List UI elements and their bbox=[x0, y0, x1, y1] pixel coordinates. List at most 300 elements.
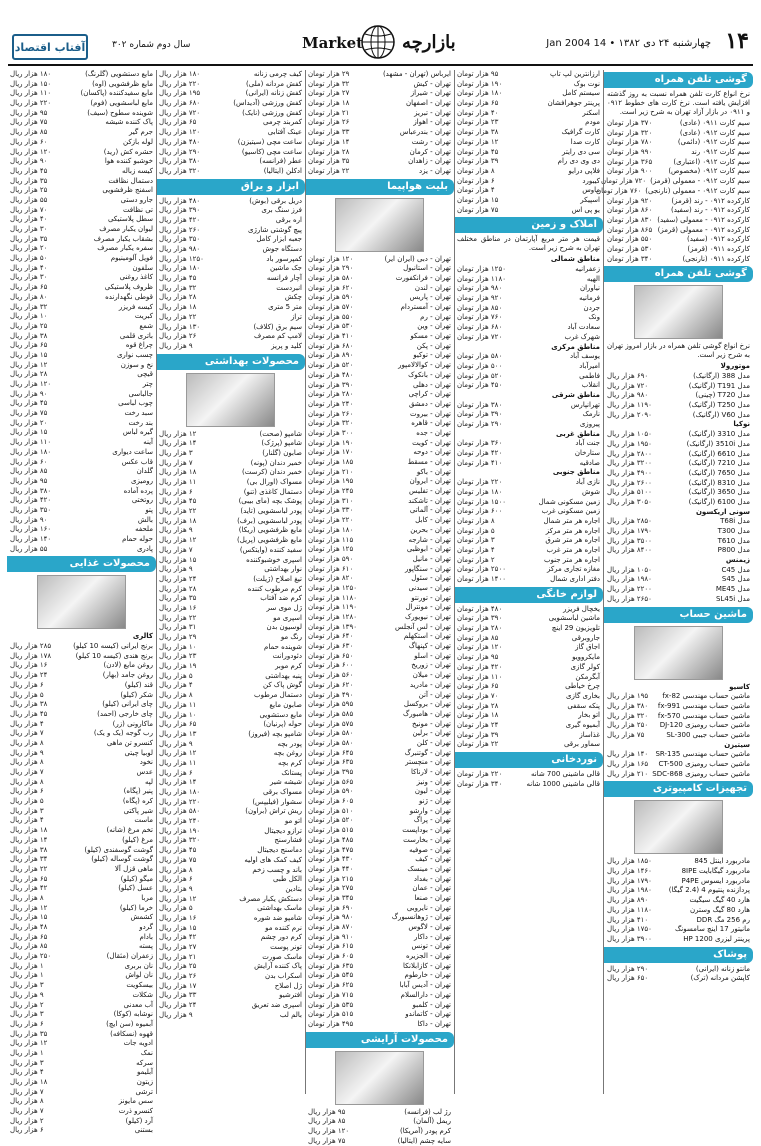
item-name: تهران - نایروبی bbox=[406, 903, 451, 912]
price-row bbox=[305, 1137, 454, 1146]
item-price: ۸ هزار ریال bbox=[10, 893, 44, 902]
price-row bbox=[7, 390, 156, 400]
item-price: ۶۸۰ هزار ریال bbox=[159, 99, 201, 108]
item-name: اسپری مو bbox=[273, 613, 302, 622]
price-row bbox=[305, 371, 454, 381]
item-name: ماشین حساب جیبی SL-300 bbox=[666, 730, 750, 739]
item-name: ساعت مچی (کاسیو) bbox=[241, 147, 302, 156]
price-row bbox=[454, 780, 603, 790]
item-name: ترشی bbox=[135, 1087, 153, 1096]
item-price: ۱۹ هزار ریال bbox=[159, 662, 197, 671]
item-price: ۹۱۰ هزار تومان bbox=[308, 932, 354, 941]
price-row bbox=[156, 342, 305, 352]
item-name: ارزانترین لپ تاپ bbox=[550, 70, 600, 78]
price-row bbox=[156, 633, 305, 643]
item-price: ۹۸۰ هزار ریال bbox=[159, 245, 201, 253]
price-row bbox=[305, 652, 454, 662]
item-price: ۲۹۰ هزار تومان bbox=[457, 420, 503, 428]
item-name: تهران - سیدنی bbox=[408, 583, 451, 592]
item-name: مدل 3650 (ارگانیک) bbox=[688, 488, 750, 497]
item-price: ۱۲ هزار ریال bbox=[159, 429, 197, 438]
item-name: تهران - سئول bbox=[411, 574, 451, 583]
item-name: ماشین حساب رومیزی DJ-120 bbox=[659, 721, 750, 730]
item-name: ماست bbox=[134, 816, 153, 825]
item-price: ۱۴ هزار ریال bbox=[10, 835, 48, 844]
item-price: ۱۹۸۰ هزار ریال bbox=[607, 575, 652, 584]
item-price: ۲۷ هزار ریال bbox=[159, 943, 197, 951]
section-heading: محصولات غذایی bbox=[7, 556, 156, 572]
item-name: الکل طبی bbox=[273, 875, 302, 884]
price-row bbox=[454, 177, 603, 187]
item-name: پاک کننده آرایش bbox=[254, 962, 302, 971]
price-row bbox=[305, 594, 454, 604]
item-price: ۹۰ هزار ریال bbox=[10, 157, 48, 166]
price-row bbox=[7, 399, 156, 409]
item-price: ۶۰۰ هزار تومان bbox=[457, 507, 503, 516]
item-price: ۸۵ هزار ریال bbox=[10, 467, 48, 476]
item-name: پنکه سقفی bbox=[567, 701, 600, 710]
price-row bbox=[305, 351, 454, 361]
item-name: برنج هندی (کیسه 10 کیلو) bbox=[75, 651, 153, 660]
price-row bbox=[305, 322, 454, 332]
item-price: ۶ هزار ریال bbox=[10, 1019, 44, 1028]
item-price: ۱۴۰ هزار ریال bbox=[10, 535, 52, 543]
item-price: ۲۲ هزار ریال bbox=[10, 864, 48, 873]
item-price: ۴۵ هزار ریال bbox=[10, 399, 48, 408]
price-row bbox=[305, 962, 454, 972]
item-name: مدل 388 (ارگانیک) bbox=[693, 372, 750, 380]
item-price: ۲۴ هزار تومان bbox=[457, 720, 499, 729]
price-row bbox=[454, 323, 603, 333]
item-price: ۱۶۵ هزار ریال bbox=[607, 760, 649, 768]
item-price: ۱۱۰ هزار ریال bbox=[10, 438, 52, 447]
price-row bbox=[156, 856, 305, 866]
price-row bbox=[604, 575, 753, 585]
price-row bbox=[156, 313, 305, 323]
item-name: کارکرده ۰۹۱۲ (سفید) bbox=[687, 235, 750, 244]
item-price: ۲۸ هزار تومان bbox=[457, 701, 499, 710]
price-row bbox=[305, 458, 454, 468]
price-row bbox=[305, 1117, 454, 1127]
item-price: ۳۳۰ هزار تومان bbox=[308, 506, 354, 515]
price-row bbox=[604, 556, 753, 566]
item-name: ادکلن (ایتالیا) bbox=[263, 166, 302, 175]
item-name: کرم مرطوب کننده bbox=[247, 584, 302, 593]
price-row bbox=[156, 866, 305, 876]
item-price: ۱۵ هزار ریال bbox=[159, 923, 197, 932]
item-price: ۲۲۰ هزار ریال bbox=[159, 797, 201, 806]
price-row bbox=[156, 672, 305, 682]
item-price: ۶۲۰ هزار تومان bbox=[308, 680, 354, 689]
price-row bbox=[156, 264, 305, 274]
item-name: ملحفه bbox=[135, 525, 153, 534]
price-row bbox=[7, 807, 156, 817]
price-row bbox=[7, 215, 156, 225]
item-price: ۸ هزار ریال bbox=[10, 758, 44, 767]
price-row bbox=[454, 80, 603, 90]
item-name: تهران - تونس bbox=[411, 942, 451, 951]
price-row bbox=[604, 527, 753, 537]
item-name: پودر لباسشویی (برف) bbox=[237, 516, 302, 525]
item-price: ۱۸ هزار تومان bbox=[457, 711, 499, 720]
item-price: ۱۱۹۰ هزار تومان bbox=[308, 603, 357, 612]
item-name: تهران - کاتماندو bbox=[405, 1010, 451, 1019]
price-row bbox=[604, 702, 753, 712]
item-price: ۷ هزار ریال bbox=[10, 768, 44, 776]
price-row bbox=[604, 148, 753, 158]
price-row bbox=[604, 138, 753, 148]
price-row bbox=[7, 409, 156, 419]
item-name: مدل C45 bbox=[721, 565, 750, 574]
price-row bbox=[7, 80, 156, 90]
price-row bbox=[7, 923, 156, 933]
price-row bbox=[305, 971, 454, 981]
item-price: ۱۵ هزار ریال bbox=[10, 428, 48, 437]
item-price: ۲۰ هزار ریال bbox=[10, 244, 48, 253]
item-name: مانیتور 17 اینچ سامسونگ bbox=[675, 925, 750, 934]
item-price: ۴۸۵ هزار تومان bbox=[308, 835, 354, 844]
item-price: ۲۲ هزار ریال bbox=[159, 312, 197, 321]
item-name: صابون مایع bbox=[269, 700, 302, 709]
item-name: کاغذ روغنی bbox=[119, 273, 153, 282]
item-price: ۴۷۵ هزار تومان bbox=[308, 845, 354, 854]
item-name: آب معدنی bbox=[123, 1000, 153, 1009]
item-name: رنگ مو bbox=[280, 633, 302, 641]
item-name: آبلیمو bbox=[137, 1068, 153, 1077]
price-row bbox=[604, 498, 753, 508]
price-row bbox=[7, 661, 156, 671]
price-row bbox=[604, 488, 753, 498]
item-name: الهیه bbox=[586, 274, 600, 283]
item-name: ماهی قزل آلا bbox=[114, 864, 153, 873]
price-row bbox=[305, 1020, 454, 1030]
item-name: تونر پوست bbox=[270, 943, 302, 951]
price-row bbox=[604, 692, 753, 702]
item-price: ۶۲۵ هزار تومان bbox=[308, 981, 354, 990]
item-name: مدل T250 (ارگانیک) bbox=[688, 401, 750, 410]
price-row bbox=[305, 448, 454, 458]
price-row bbox=[454, 605, 603, 615]
item-name: سیم کارت ۰۹۱۲ (عادی) bbox=[679, 128, 750, 137]
item-price: ۹ هزار ریال bbox=[159, 341, 193, 350]
price-row bbox=[604, 372, 753, 382]
price-row bbox=[454, 89, 603, 99]
item-price: ۲۲۰ هزار تومان bbox=[457, 478, 503, 487]
item-name: ساعت مچی (سیتیزن) bbox=[237, 137, 302, 146]
price-row bbox=[156, 953, 305, 963]
item-price: ۹۰ هزار ریال bbox=[10, 389, 48, 398]
item-name: تهران - الجزیره bbox=[405, 952, 451, 961]
price-row bbox=[156, 556, 305, 566]
item-price: ۵۳۰ هزار تومان bbox=[308, 322, 354, 331]
item-price: ۲۹۰ هزار ریال bbox=[607, 964, 649, 973]
price-row bbox=[7, 99, 156, 109]
item-name: جاروبرقی bbox=[571, 633, 600, 642]
item-name: تهران - رم bbox=[420, 312, 451, 321]
item-name: شوینده حمام bbox=[264, 642, 302, 651]
item-name: نوار بهداشتی bbox=[264, 565, 302, 574]
item-name: تهران - داکا bbox=[417, 1019, 451, 1028]
price-row bbox=[7, 516, 156, 526]
item-price: ۷۲۰ هزار تومان bbox=[600, 177, 647, 186]
item-price: ۶۱۵ هزار تومان bbox=[308, 942, 354, 951]
price-row bbox=[7, 846, 156, 856]
item-price: ۱۹۵ هزار ریال bbox=[607, 692, 649, 701]
item-name: هارد 80 گیگ وسترن bbox=[690, 905, 750, 914]
item-price: ۱۴ هزار ریال bbox=[159, 439, 197, 448]
item-name: تهران - ونیز bbox=[416, 777, 451, 786]
item-price: ۵۸۰ هزار تومان bbox=[308, 738, 354, 747]
item-name: مادربورد ایسوس P4PE bbox=[681, 876, 750, 885]
product-photo bbox=[634, 285, 723, 339]
item-price: ۱۰۵۰ هزار ریال bbox=[607, 430, 652, 439]
price-row bbox=[454, 391, 603, 401]
item-name: خمیر دندان (کرست) bbox=[241, 468, 302, 477]
price-row bbox=[305, 487, 454, 497]
item-name: ونک bbox=[588, 313, 600, 322]
item-price: ۲۲ هزار تومان bbox=[308, 166, 350, 175]
item-price: ۳۸۰ هزار ریال bbox=[607, 701, 649, 710]
item-price: ۱۵ هزار ریال bbox=[159, 555, 197, 564]
price-row bbox=[156, 332, 305, 342]
item-price: ۵ هزار ریال bbox=[10, 690, 44, 699]
item-name: آینه bbox=[143, 438, 153, 447]
item-price: ۱۴ هزار ریال bbox=[159, 778, 197, 787]
product-photo bbox=[186, 373, 275, 427]
price-row bbox=[305, 603, 454, 613]
price-row bbox=[156, 293, 305, 303]
item-price: ۷۰ هزار تومان bbox=[457, 691, 499, 700]
price-row bbox=[7, 225, 156, 235]
item-name: تهران - گوتنبرگ bbox=[404, 748, 451, 757]
price-row bbox=[305, 429, 454, 439]
price-row bbox=[454, 731, 603, 741]
item-price: ۳۲ هزار تومان bbox=[308, 79, 350, 88]
price-row bbox=[454, 255, 603, 265]
price-row bbox=[305, 846, 454, 856]
price-row bbox=[604, 770, 753, 780]
price-row bbox=[7, 720, 156, 730]
item-name: تهران - کلمبو bbox=[412, 1000, 451, 1009]
price-row bbox=[604, 235, 753, 245]
item-price: ۳۱۰ هزار تومان bbox=[308, 496, 354, 505]
section-heading: محصولات بهداشتی bbox=[156, 354, 305, 370]
item-name: گوش پاک کن bbox=[263, 681, 302, 690]
item-name: کیسه زباله bbox=[121, 166, 153, 175]
item-price: ۴۵ هزار ریال bbox=[10, 709, 48, 718]
item-name: تهران - ژوهانسبورگ bbox=[391, 913, 451, 922]
product-photo bbox=[335, 198, 424, 252]
item-price: ۲۰۹۰ هزار ریال bbox=[607, 410, 652, 419]
item-name: تهران - کراچی bbox=[408, 390, 451, 399]
item-price: ۱۸۰ هزار تومان bbox=[457, 89, 503, 98]
item-price: ۱۹۸۰ هزار ریال bbox=[607, 886, 652, 895]
price-row bbox=[305, 381, 454, 391]
item-price: ۷۵ هزار ریال bbox=[308, 1136, 346, 1145]
item-price: ۷۵ هزار تومان bbox=[457, 205, 499, 214]
item-name: جردن bbox=[583, 303, 600, 312]
price-row bbox=[454, 265, 603, 275]
item-name: قالی ماشینی 1000 شانه bbox=[526, 779, 600, 788]
item-price: ۱۹۰ هزار تومان bbox=[457, 79, 503, 88]
item-price: ۳۹ هزار تومان bbox=[457, 730, 499, 739]
item-name: بادام bbox=[139, 932, 153, 941]
item-name: تهران - خارطوم bbox=[404, 971, 451, 980]
item-price: ۶۰ هزار ریال bbox=[10, 457, 48, 466]
item-name: خرما (کیلو) bbox=[119, 903, 153, 912]
item-price: ۲۹ هزار تومان bbox=[308, 70, 350, 78]
product-photo bbox=[335, 1051, 424, 1105]
item-price: ۹۹۰ هزار تومان bbox=[607, 148, 653, 157]
item-name: مدل T191 (ارگانیک) bbox=[688, 381, 750, 390]
price-row bbox=[604, 255, 753, 265]
price-row bbox=[305, 758, 454, 768]
item-name: مدل 6610 (ارگانیک) bbox=[688, 449, 750, 458]
item-name: سیم کارت ۰۹۱۱ (عادی) bbox=[679, 119, 750, 127]
item-name: فلاپی درایو bbox=[568, 166, 600, 175]
item-price: ۴۲ هزار ریال bbox=[159, 933, 197, 942]
item-price: ۳ هزار ریال bbox=[159, 448, 193, 457]
section-heading: بلیت هواپیما bbox=[305, 179, 454, 195]
item-name: قوطی نگهدارنده bbox=[105, 292, 153, 301]
item-price: ۳۸ هزار تومان bbox=[457, 128, 499, 137]
item-name: تهران - دارالسلام bbox=[400, 990, 451, 999]
section-title-english: Market bbox=[302, 34, 364, 52]
item-price: ۳۷۰ هزار تومان bbox=[607, 119, 653, 127]
item-name: تهران - صنعا bbox=[414, 893, 451, 902]
item-price: ۴۵ هزار تومان bbox=[457, 147, 499, 156]
item-price: ۶ هزار تومان bbox=[457, 176, 495, 185]
item-name: چسب نواری bbox=[116, 350, 153, 359]
item-price: ۱۷۰ هزار تومان bbox=[308, 448, 354, 457]
item-name: مانتو زنانه (ایرانی) bbox=[695, 964, 750, 973]
item-name: شامپو (صحت) bbox=[259, 429, 302, 438]
item-name: تهران - استکهلم bbox=[403, 632, 451, 641]
item-price: ۱۷۸ هزار ریال bbox=[10, 651, 52, 660]
item-name: تهران - لس آنجلس bbox=[394, 622, 451, 631]
item-name: آچار فرانسه bbox=[266, 274, 302, 283]
price-row bbox=[305, 855, 454, 865]
price-row bbox=[156, 439, 305, 449]
item-price: ۵ هزار ریال bbox=[159, 904, 193, 913]
item-price: ۲۴ هزار ریال bbox=[159, 574, 197, 583]
price-row bbox=[604, 925, 753, 935]
item-price: ۴۳۰ هزار تومان bbox=[308, 855, 354, 864]
item-name: مرغ (کیلو) bbox=[122, 835, 153, 844]
price-row bbox=[454, 711, 603, 721]
price-row bbox=[305, 836, 454, 846]
item-name: پسته bbox=[138, 942, 153, 951]
price-row bbox=[7, 1001, 156, 1011]
price-row bbox=[604, 382, 753, 392]
item-name: سیستم کامل bbox=[562, 89, 600, 98]
price-row bbox=[7, 264, 156, 274]
item-price: ۳۵ هزار ریال bbox=[10, 1029, 48, 1038]
price-row bbox=[156, 255, 305, 265]
price-row bbox=[454, 118, 603, 128]
item-name: اسکراب بدن bbox=[264, 972, 302, 981]
item-price: ۹۵ هزار ریال bbox=[308, 1107, 346, 1116]
item-price: ۱۲۸۰ هزار تومان bbox=[308, 613, 357, 621]
item-price: ۲۸ هزار ریال bbox=[159, 293, 197, 302]
price-row bbox=[305, 284, 454, 294]
price-row bbox=[604, 857, 753, 867]
price-row bbox=[7, 1097, 156, 1107]
item-price: ۲۵ هزار ریال bbox=[159, 962, 197, 971]
item-price: ۱۸ هزار ریال bbox=[10, 1078, 48, 1086]
price-row bbox=[156, 138, 305, 148]
item-name: چراغ قوه bbox=[125, 341, 153, 350]
price-row bbox=[7, 865, 156, 875]
item-name: لوبیا چیتی bbox=[124, 748, 153, 757]
price-row bbox=[305, 1001, 454, 1011]
item-name: تهران - تبریز bbox=[414, 108, 451, 117]
item-name: سطل پلاستیکی bbox=[107, 215, 153, 224]
price-row bbox=[156, 798, 305, 808]
item-price: ۶ هزار ریال bbox=[10, 1126, 44, 1135]
item-name: گردو bbox=[139, 923, 153, 931]
item-price: ۸ هزار ریال bbox=[10, 738, 44, 747]
item-name: دستگاه جوش bbox=[262, 245, 302, 253]
price-row bbox=[305, 506, 454, 516]
price-row bbox=[604, 469, 753, 479]
price-row bbox=[156, 846, 305, 856]
price-column bbox=[7, 70, 157, 1135]
price-row bbox=[305, 439, 454, 449]
item-name: کارکرده ۰۹۱۱ (قرمز) bbox=[687, 244, 750, 253]
item-name: تی نظافت bbox=[122, 205, 153, 214]
price-row bbox=[305, 80, 454, 90]
price-row bbox=[604, 508, 753, 518]
section-note: نرخ انواع کارت تلفن همراه نسبت به روز گذشته افزایش یافته است. نرخ کارت های خطوط ۰۹۱۲ و ۰۹۱۱ در بازار آزاد تهران به شرح زیر است. bbox=[607, 90, 750, 116]
item-name: نان بربری bbox=[124, 961, 153, 970]
item-price: ۵۱۵ هزار تومان bbox=[308, 1010, 354, 1019]
item-name: چرخ خیاطی bbox=[565, 682, 600, 691]
price-row bbox=[305, 477, 454, 487]
price-row bbox=[156, 788, 305, 798]
item-price: ۵۹۵ هزار تومان bbox=[308, 700, 354, 709]
item-name: مناطق شرقی bbox=[551, 390, 600, 399]
item-price: ۴۰ هزار ریال bbox=[10, 215, 48, 224]
item-name: ماشین حساب رومیزی SDC-868 bbox=[652, 769, 750, 778]
item-name: عدس bbox=[136, 768, 153, 776]
item-name: ماشین لباسشویی bbox=[548, 614, 600, 623]
item-price: ۴۴۰ هزار تومان bbox=[308, 864, 354, 873]
price-row bbox=[7, 904, 156, 914]
item-name: میگو (کیلو) bbox=[120, 874, 153, 883]
item-price: ۶۵ هزار تومان bbox=[457, 682, 499, 691]
price-row bbox=[305, 884, 454, 894]
item-name: نیاوران bbox=[579, 284, 600, 293]
item-name: تهران - اصفهان bbox=[405, 99, 451, 108]
item-name: تهران - هامبورگ bbox=[402, 709, 451, 718]
price-row bbox=[305, 303, 454, 313]
price-row bbox=[156, 167, 305, 177]
price-row bbox=[156, 711, 305, 721]
price-row bbox=[305, 661, 454, 671]
price-row bbox=[305, 991, 454, 1001]
price-row bbox=[305, 157, 454, 167]
item-price: ۱۴۰۰ هزار تومان bbox=[457, 575, 506, 583]
item-name: اجاق گاز bbox=[575, 643, 600, 652]
price-row bbox=[7, 322, 156, 332]
item-name: سیم کارت ۰۹۱۲ (مخصوص) bbox=[668, 167, 750, 176]
item-name: تهران - بحرین bbox=[410, 525, 451, 534]
item-name: کلید و پریز bbox=[271, 341, 302, 350]
item-price: ۶۹۰ هزار ریال bbox=[607, 372, 649, 380]
item-name: آبمیوه (سن ایچ) bbox=[106, 1019, 153, 1028]
price-row bbox=[7, 458, 156, 468]
